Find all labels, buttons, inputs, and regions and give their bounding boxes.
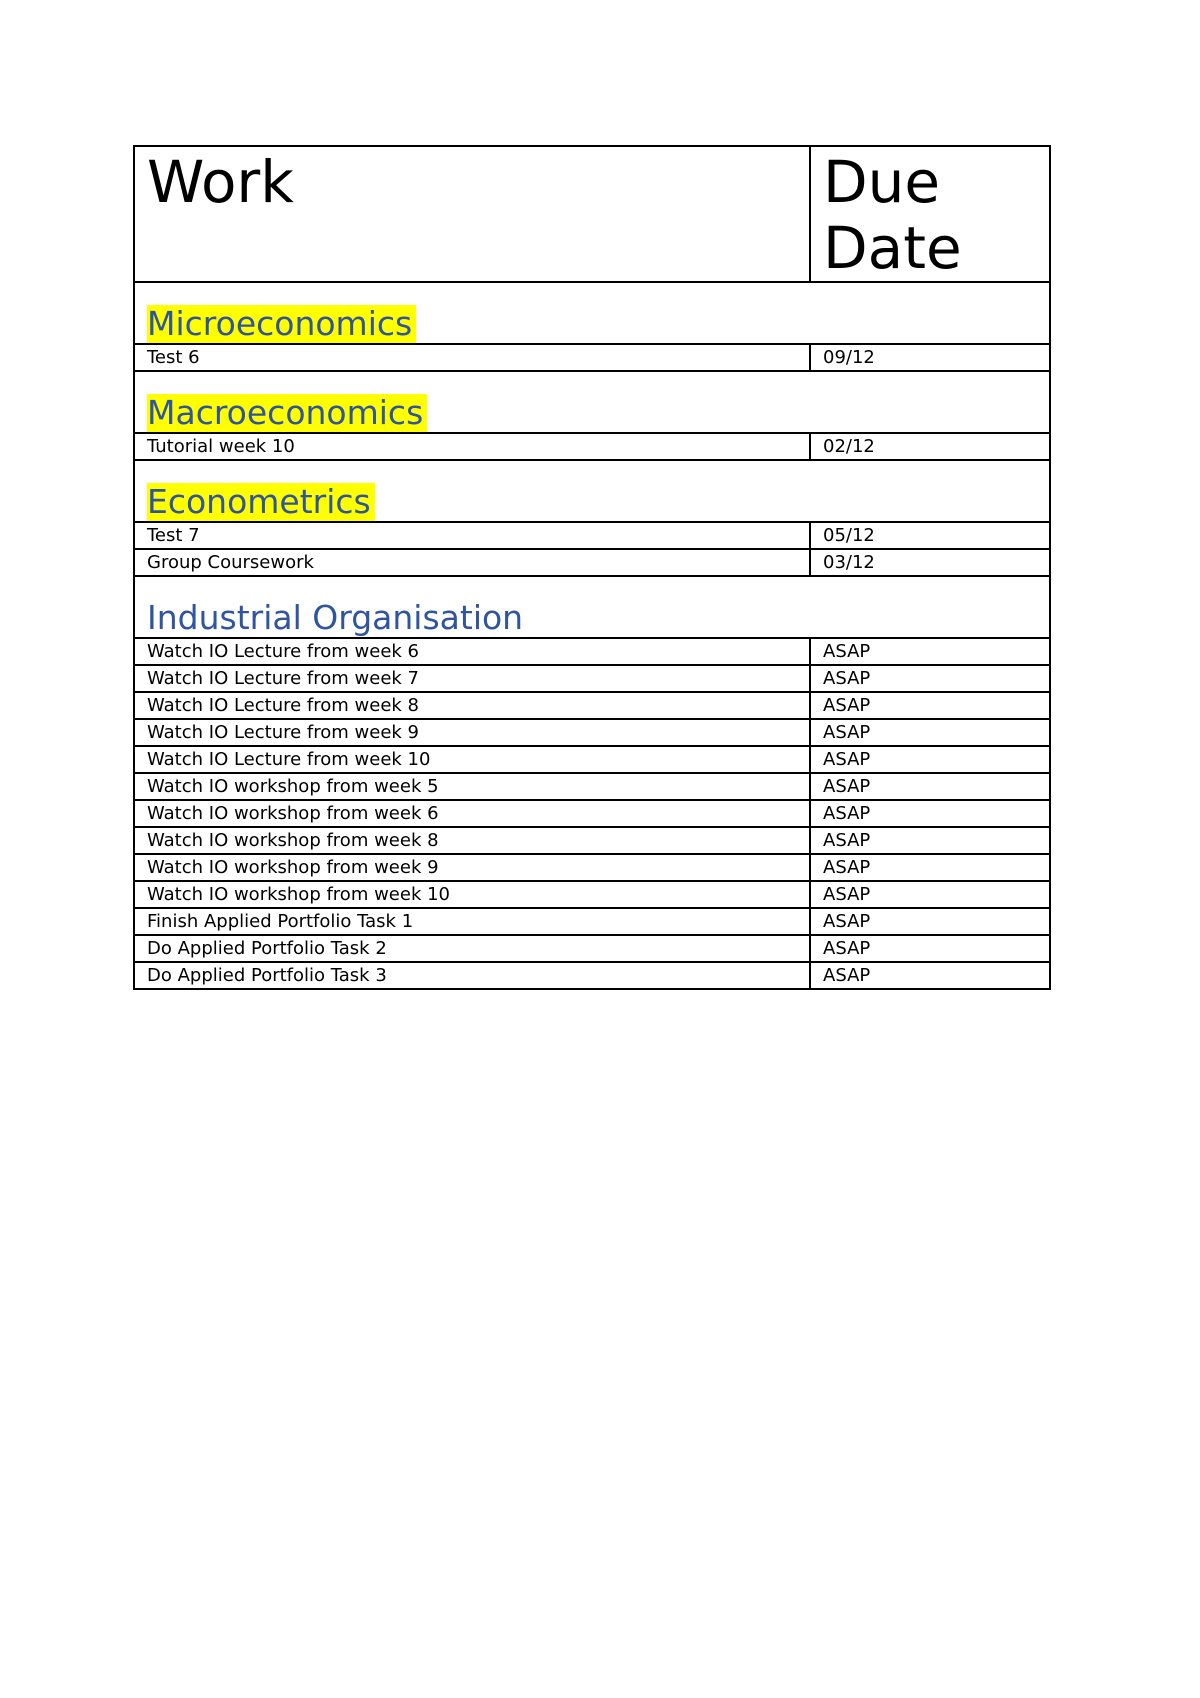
work-due-table: [133, 145, 1051, 990]
due-date-cell: 03/12: [810, 549, 1050, 576]
table-row: [134, 962, 1050, 989]
section-row: [134, 282, 1050, 344]
table-row: [134, 854, 1050, 881]
table-row: [134, 881, 1050, 908]
work-cell: Watch IO workshop from week 10: [134, 881, 810, 908]
work-cell: Finish Applied Portfolio Task 1: [134, 908, 810, 935]
due-date-cell: 09/12: [810, 344, 1050, 371]
work-cell: Do Applied Portfolio Task 2: [134, 935, 810, 962]
work-cell: Test 6: [134, 344, 810, 371]
work-cell: Watch IO Lecture from week 9: [134, 719, 810, 746]
work-cell: Watch IO workshop from week 9: [134, 854, 810, 881]
due-date-cell: 05/12: [810, 522, 1050, 549]
due-date-cell: ASAP: [810, 665, 1050, 692]
section-title: Econometrics: [147, 483, 375, 521]
due-date-cell: ASAP: [810, 692, 1050, 719]
due-date-cell: ASAP: [810, 962, 1050, 989]
work-cell: Watch IO Lecture from week 6: [134, 638, 810, 665]
due-date-header: Due Date: [810, 146, 1050, 282]
due-date-cell: ASAP: [810, 746, 1050, 773]
table-row: [134, 746, 1050, 773]
table-row: [134, 908, 1050, 935]
table-row: [134, 827, 1050, 854]
work-cell: Test 7: [134, 522, 810, 549]
due-date-cell: ASAP: [810, 827, 1050, 854]
work-cell: Watch IO Lecture from week 8: [134, 692, 810, 719]
due-date-cell: ASAP: [810, 773, 1050, 800]
section-cell: [134, 576, 1050, 638]
section-row: [134, 576, 1050, 638]
due-date-cell: 02/12: [810, 433, 1050, 460]
section-title: Industrial Organisation: [147, 598, 524, 637]
work-cell: Do Applied Portfolio Task 3: [134, 962, 810, 989]
due-date-cell: ASAP: [810, 881, 1050, 908]
work-cell: Watch IO Lecture from week 10: [134, 746, 810, 773]
section-cell: [134, 371, 1050, 433]
due-date-cell: ASAP: [810, 908, 1050, 935]
table-row: [134, 800, 1050, 827]
work-cell: Watch IO Lecture from week 7: [134, 665, 810, 692]
section-row: [134, 460, 1050, 522]
table-row: [134, 522, 1050, 549]
table-row: [134, 433, 1050, 460]
table-row: [134, 638, 1050, 665]
table-row: [134, 344, 1050, 371]
due-date-cell: ASAP: [810, 800, 1050, 827]
table-row: [134, 935, 1050, 962]
table-row: [134, 549, 1050, 576]
due-date-cell: ASAP: [810, 719, 1050, 746]
section-cell: [134, 460, 1050, 522]
section-title: Macroeconomics: [147, 394, 427, 432]
work-cell: Watch IO workshop from week 6: [134, 800, 810, 827]
work-cell: Watch IO workshop from week 8: [134, 827, 810, 854]
table-row: [134, 692, 1050, 719]
table-row: [134, 773, 1050, 800]
due-date-cell: ASAP: [810, 935, 1050, 962]
due-date-cell: ASAP: [810, 638, 1050, 665]
table-body: [134, 146, 1050, 989]
table-row: [134, 665, 1050, 692]
section-row: [134, 371, 1050, 433]
header-row: [134, 146, 1050, 282]
work-cell: Tutorial week 10: [134, 433, 810, 460]
section-cell: [134, 282, 1050, 344]
work-cell: Watch IO workshop from week 5: [134, 773, 810, 800]
work-header: Work: [134, 146, 810, 282]
section-title: Microeconomics: [147, 305, 416, 343]
table-row: [134, 719, 1050, 746]
work-cell: Group Coursework: [134, 549, 810, 576]
due-date-cell: ASAP: [810, 854, 1050, 881]
